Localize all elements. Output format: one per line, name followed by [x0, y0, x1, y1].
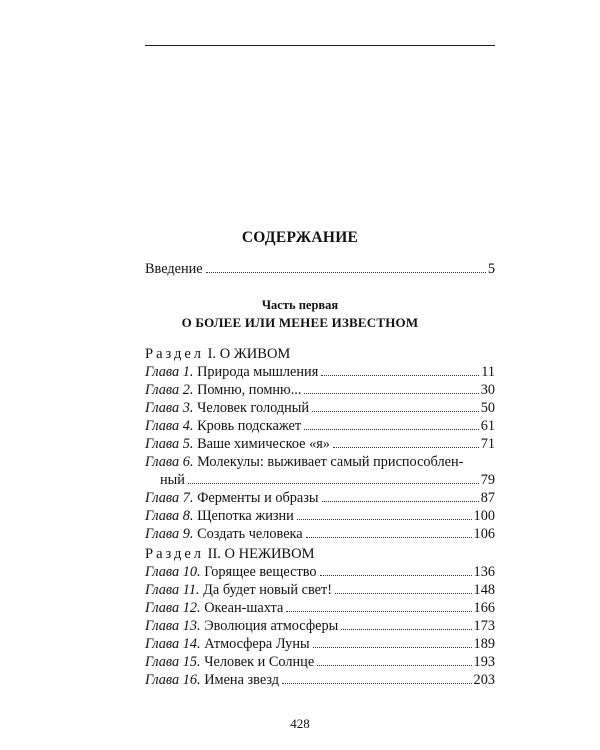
toc-entry-chapter[interactable]: [145, 507, 495, 525]
chapter-page: 203: [473, 672, 495, 688]
chapter-page: 79: [480, 472, 495, 488]
toc-title: СОДЕРЖАНИЕ: [241, 229, 359, 246]
dot-leader: [282, 683, 472, 684]
toc-entry-continuation[interactable]: [160, 471, 495, 489]
chapter-page: 100: [473, 508, 495, 524]
dot-leader: [313, 647, 472, 648]
dot-leader: [320, 575, 472, 576]
chapter-page: 166: [473, 600, 495, 616]
chapter-title: Океан-шахта: [204, 600, 284, 616]
toc-entry-chapter[interactable]: [145, 617, 495, 635]
chapter-number: Глава 12.: [145, 600, 201, 616]
header-rule: [145, 45, 495, 46]
chapter-title: Атмосфера Луны: [204, 636, 310, 652]
chapter-title: Человек и Солнце: [204, 654, 315, 670]
chapter-number: Глава 5.: [145, 436, 194, 452]
chapter-title: Создать человека: [197, 526, 303, 542]
dot-leader: [297, 519, 472, 520]
toc-entry-chapter[interactable]: [145, 453, 495, 471]
chapter-page: 61: [480, 418, 495, 434]
chapter-title: Человек голодный: [197, 400, 310, 416]
toc-entry-intro[interactable]: [145, 260, 495, 278]
dot-leader: [321, 375, 479, 376]
chapter-title: Эволюция атмосферы: [204, 618, 339, 634]
toc-entry-chapter[interactable]: [145, 363, 495, 381]
chapter-number: Глава 2.: [145, 382, 194, 398]
section-title: I. О ЖИВОМ: [207, 346, 291, 362]
dot-leader: [312, 411, 479, 412]
dot-leader: [322, 501, 479, 502]
chapter-number: Глава 9.: [145, 526, 194, 542]
chapter-number: Глава 14.: [145, 636, 201, 652]
chapter-title: Ваше химическое «я»: [197, 436, 330, 452]
chapter-page: 106: [473, 526, 495, 542]
chapter-page: 173: [473, 618, 495, 634]
chapter-number: Глава 16.: [145, 672, 201, 688]
chapter-number: Глава 3.: [145, 400, 194, 416]
chapter-page: 11: [481, 364, 495, 380]
toc-entry-chapter[interactable]: [145, 435, 495, 453]
chapter-page: 50: [480, 400, 495, 416]
toc-entry-chapter[interactable]: [145, 563, 495, 581]
chapter-page: 189: [473, 636, 495, 652]
chapter-page: 87: [480, 490, 495, 506]
chapter-number: Глава 7.: [145, 490, 194, 506]
dot-leader: [188, 483, 479, 484]
chapter-title-continuation: ный: [160, 472, 185, 488]
chapter-page: 30: [480, 382, 495, 398]
chapter-title: Да будет новый свет!: [203, 582, 332, 598]
chapter-page: 148: [473, 582, 495, 598]
chapter-title: Щепотка жизни: [197, 508, 294, 524]
toc-entry-chapter[interactable]: [145, 599, 495, 617]
section-heading: [145, 545, 314, 563]
chapter-title: Ферменты и образы: [197, 490, 319, 506]
dot-leader: [333, 447, 479, 448]
toc-entry-chapter[interactable]: [145, 525, 495, 543]
chapter-title: Кровь подскажет: [197, 418, 302, 434]
section-heading: [145, 345, 290, 363]
page-number: 428: [290, 716, 310, 731]
chapter-number: Глава 15.: [145, 654, 201, 670]
toc-entry-page: 5: [487, 261, 495, 277]
toc-entry-chapter[interactable]: [145, 417, 495, 435]
section-prefix: Раздел: [145, 346, 205, 362]
chapter-number: Глава 8.: [145, 508, 194, 524]
chapter-title: Горящее вещество: [204, 564, 317, 580]
toc-entry-chapter[interactable]: [145, 635, 495, 653]
part-label: Часть первая: [261, 298, 339, 312]
toc-entry-chapter[interactable]: [145, 399, 495, 417]
chapter-title: Имена звезд: [204, 672, 280, 688]
chapter-title: Помню, помню...: [197, 382, 302, 398]
chapter-page: 136: [473, 564, 495, 580]
dot-leader: [335, 593, 472, 594]
toc-entry-chapter[interactable]: [145, 671, 495, 689]
chapter-number: Глава 6.: [145, 454, 194, 470]
toc-entry-label: Введение: [145, 261, 203, 277]
toc-entry-chapter[interactable]: [145, 489, 495, 507]
dot-leader: [304, 429, 479, 430]
dot-leader: [286, 611, 471, 612]
section-prefix: Раздел: [145, 546, 205, 562]
chapter-title: Молекулы: выживает самый приспособлен-: [197, 454, 464, 470]
toc-entry-chapter[interactable]: [145, 653, 495, 671]
toc-entry-chapter[interactable]: [145, 381, 495, 399]
dot-leader: [306, 537, 472, 538]
chapter-page: 71: [480, 436, 495, 452]
chapter-number: Глава 1.: [145, 364, 194, 380]
toc-entry-chapter[interactable]: [145, 581, 495, 599]
dot-leader: [304, 393, 478, 394]
dot-leader: [206, 272, 486, 273]
chapter-number: Глава 11.: [145, 582, 200, 598]
dot-leader: [317, 665, 471, 666]
chapter-number: Глава 10.: [145, 564, 201, 580]
chapter-page: 193: [473, 654, 495, 670]
chapter-number: Глава 13.: [145, 618, 201, 634]
part-title: О БОЛЕЕ ИЛИ МЕНЕЕ ИЗВЕСТНОМ: [181, 315, 419, 330]
chapter-number: Глава 4.: [145, 418, 194, 434]
chapter-title: Природа мышления: [197, 364, 319, 380]
dot-leader: [341, 629, 471, 630]
section-title: II. О НЕЖИВОМ: [207, 546, 315, 562]
